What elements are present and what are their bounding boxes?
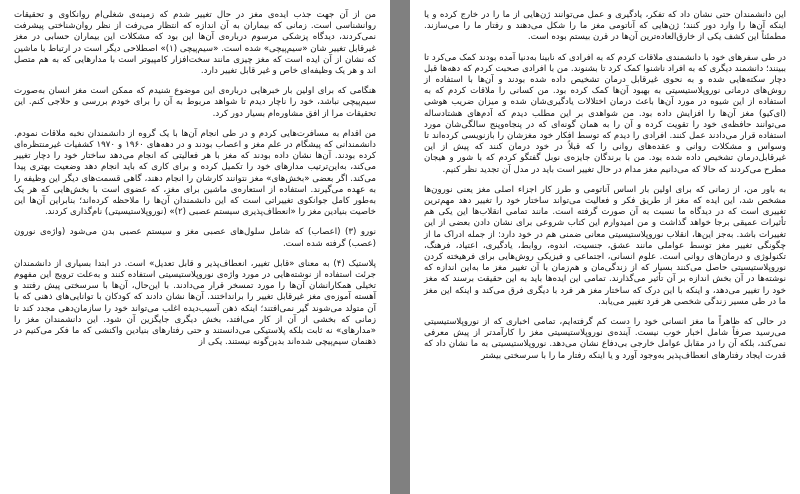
left-paragraph-2: هنگامی که برای اولین بار خبرهایی درباره‌ی این موضوع شنیدم که ممکن است مغز انسان به‌صورت سیم‌پیچی نباشد، خود را ناچار دیدم تا شواهد مربوط به آن را برای خودم بررسی و حلاجی کنم. این تحقیقات مرا از افق مشاوره‌ام بسیار دور کرد. <box>14 86 376 119</box>
left-paragraph-3: من اقدام به مسافرت‌هایی کردم و در طی انجام آن‌ها با یک گروه از دانشمندان نخبه ملاقات نمودم. دانشمندانی که پیشگام در علم مغز و اعصاب بودند و در دهه‌های ۱۹۶۰ و ۱۹۷۰ کشفیات غیرمنتظره‌ای کرده بودند. آن‌ها نشان داده بودند که مغز با هر فعالیتی که انجام می‌دهد ساختار خود را دچار تغییر می‌کند، به‌این‌ترتیب مدارهای خود را تکمیل کرده و برای کاری که باید انجام دهد وضعیت بهتری پیدا می‌کند. اگر بعضی «بخش‌های» مغز نتوانند کارشان را انجام دهند، گاهی قسمت‌های دیگر این وظیفه را به عهده می‌گیرند. استفاده از استعاره‌ی ماشین برای مغز، که عضوی است با بخش‌هایی که هر یک به‌طور کامل جوانکوی تغییراتی است که این دانشمندان آن‌ها را ملاحظه کرده‌اند؛ بنابراین آن‌ها این خاصیت بنیادین مغز را «انعطاف‌پذیری سیستم عصبی (۲)» (نوروپلاستیسیتی) نام‌گذاری کردند. <box>14 128 376 218</box>
left-paragraph-4: نورو (۳) (اعصاب) که شامل سلول‌های عصبی مغز و سیستم عصبی بدن می‌شود (واژه‌ی نورون (عصب) گرفته شده است. <box>14 227 377 249</box>
right-paragraph-4: در حالی که ظاهراً ما مغز انسانی خود را دست کم گرفته‌ایم، تمامی اخباری که از نوروپلاستیسیتی می‌رسید صرفاً شامل اخبار خوب نیست. آینده‌ی نوروپلاستیسیتی مغز را کارآمدتر از پیش معرفی نمی‌کند، بلکه آن را در مقابل عوامل خارجی بی‌دفاع نشان می‌دهد. نوروپلاستیسیتی به ما نشان داد که قدرت ایجاد رفتارهای انعطاف‌پذیر به‌وجود آورد و یا اینکه رفتار ما را با سرسختی بیشتر <box>424 317 786 361</box>
right-paragraph-1: این دانشمندان حتی نشان داد که تفکر، یادگیری و عمل می‌توانند ژن‌هایی از ما را در خارج کرده و یا اینکه آن‌ها را وارد دور کنند؛ ژن‌هایی که آناتومی مغز ما را شکل می‌دهند و رفتار ما را می‌سازند. مطمئناً این کشف یکی از خارق‌العاده‌ترین آن‌ها در قرن بیستم بوده است. <box>424 10 786 43</box>
left-paragraph-5: پلاستیک (۴) به معنای «قابل تغییر، انعطاف‌پذیر و قابل تعدیل» است. در ابتدا بسیاری از دانشمندان جرئت استفاده از نوشته‌هایی در مورد واژه‌ی نوروپلاستیسیتی استفاده کنند و به‌علت ترویج این مفهوم تخیلی همکارانشان آن‌ها را مورد تمسخر قرار می‌دادند. با این‌حال، آن‌ها با سرسختی پیش رفتند و آهسته آموزه‌ی مغز غیرقابل تغییر را برانداختند. آن‌ها نشان دادند که کودکان با توانایی‌های ذهنی که با آن متولد می‌شوند گیر نمی‌افتند؛ اینکه ذهن آسیب‌دیده اغلب می‌تواند خود را سازمان‌دهی مجدد کند تا زمانی که بخشی از آن از کار می‌افتد، بخش دیگری جایگزین آن شود. این دانشمندان مغز را «مدارهای» نه ثابت بلکه پلاستیکی می‌دانستند و حتی رفتارهای بنیادین واکنشی که ما فکر می‌کنیم در ذهنمان سیم‌پیچی شده‌اند بدین‌گونه نیستند. یکی از <box>14 258 376 348</box>
right-page <box>410 0 800 494</box>
right-paragraph-2: در طی سفرهای خود با دانشمندی ملاقات کردم که به افرادی که نابینا به‌دنیا آمده بودند کمک می‌کرد تا ببینند؛ دانشمند دیگری که به افراد ناشنوا کمک کرد تا بشنوند. من با افرادی صحبت کردم که دهه‌ها قبل دچار سکته‌هایی شده و به نحوی غیرقابل درمان تشخیص داده شده بودند و آن‌ها با استفاده از روش‌های درمانی نوروپلاستیسیتی به بهبود آن‌ها کمک کرده بود. من کسانی را ملاقات کردم که به استفاده از این شیوه در مورد آن‌ها باعث درمان اختلالات یادگیری‌شان شده و میزان ضریب هوشی (ای‌کیو) مغز آن‌ها را افزایش داده بود. من شواهدی بر این مطلب دیدم که آدم‌های هشتادساله می‌توانند حافظه‌ی خود را تقویت کرده و آن را به همان گونه‌ای که در پنجاه‌وپنج سالگی‌شان مورد استفاده قرار می‌دادند عمل کنند. افرادی را دیدم که توسط افکار خود مغزشان را بازنویسی کرده‌اند تا وسواس و مشکلات روانی و عقده‌های روانی را که قبلاً در خود درمان کنند که پیش از این غیرقابل‌درمان تشخیص داده شده بود. من با برندگان جایزه‌ی نوبل گفتگو کردم که با شور و هیجان مطرح می‌کردند که حالا که می‌دانیم مغز مدام در حال تغییر است باید در مدل آن تجدید نظر کنیم. <box>424 52 786 175</box>
right-paragraph-3: به باور من، از زمانی که برای اولین بار اساس آناتومی و طرز کار اجزاء اصلی مغز یعنی نورون‌ها مشخص شد، این ایده که مغز از طریق فکر و فعالیت می‌تواند ساختار خود را تغییر دهد مهم‌ترین تغییری است که در دیدگاه ما نسبت به آن صورت گرفته است. مانند تمامی انقلاب‌ها این یکی هم تأثیرات عمیقی برجا خواهد گذاشت و من امیدوارم این کتاب شروعی برای نشان دادن بعضی از این تغییرات باشد. به‌جز این‌ها، انقلاب نوروپلاستیسیتی معانی ضمنی هم در خود دارد: از جمله ادراک ما از چگونگی تغییر مغز توسط عواملی مانند عشق، جنسیت، اندوه، روابط، یادگیری، اعتیاد، فرهنگ، تکنولوژی و درمان‌های روانی است. علوم انسانی، اجتماعی و فیزیکی روش‌هایی برای فرهیخته کردن نوروپلاستیسیتی حاصل می‌کنند بسیار که از زندگی‌مان و هم‌زمان با آن تغییر مغز ما به‌این اندازه که نوشته‌ها در آن بخش اندازه بر آن تأثیر می‌گذارند. تمامی این ایده‌ها باید به این حقیقت برسند که مغز خود را تغییر می‌دهد، و اینکه با این درک که ساختار مغز هر فرد با دیگری فرق می‌کند و اینکه این مغز ما در طی مسیر زندگی شخصی هر فرد تغییر می‌یابد. <box>424 184 786 307</box>
left-page <box>0 0 390 494</box>
left-paragraph-1: من از آن جهت جذب ایده‌ی مغز در حال تغییر شدم که زمینه‌ی شغلی‌ام روانکاوی و تحقیقات روانشناسی است. زمانی که بیماران به آن اندازه که انتظار می‌رفت از نظر روان‌شناختی پیشرفت نمی‌کردند، دیدگاه پزشکی مرسوم درباره‌ی آن‌ها این بود که مشکلات این بیماران حسابی در مغز غیرقابل تغییر شان «سیم‌پیچی» شده است. «سیم‌پیچی (۱)» اصطلاحی دیگر است در ارتباط با ماشین که نشان از آن ایده است که مغز چیزی مانند سخت‌افزار کامپیوتر است با مدارهایی که به هم متصل اند و هر یک وظیفه‌ای خاص و غیر قابل تغییر دارد. <box>14 10 376 77</box>
